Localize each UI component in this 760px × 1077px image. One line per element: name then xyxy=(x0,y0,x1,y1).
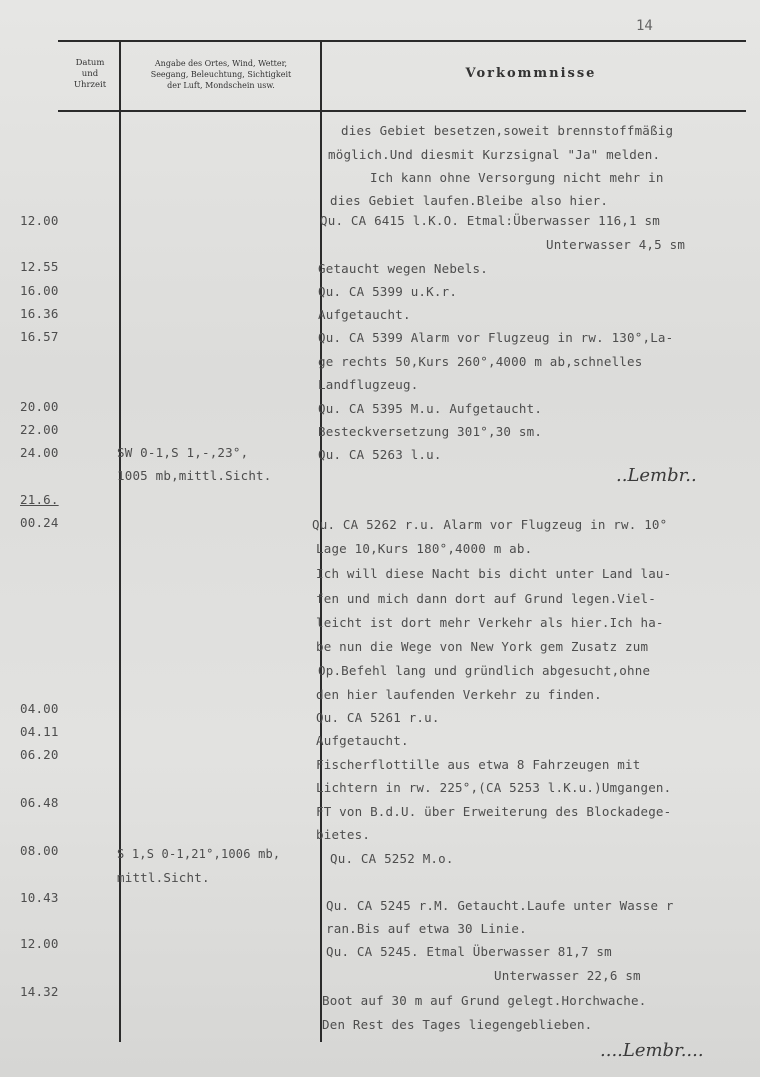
event-line: Unterwasser 22,6 sm xyxy=(494,968,641,983)
event-line: Qu. CA 5262 r.u. Alarm vor Flugzeug in rw. 10° xyxy=(312,517,668,532)
event-line: Qu. CA 5245. Etmal Überwasser 81,7 sm xyxy=(326,944,612,959)
event-line: den hier laufenden Verkehr zu finden. xyxy=(316,687,602,702)
event-line: bietes. xyxy=(316,827,371,842)
event-line: FT von B.d.U. über Erweiterung des Blockadege- xyxy=(316,804,672,819)
time-entry: 08.00 xyxy=(20,843,59,858)
time-entry: 16.57 xyxy=(20,329,59,344)
signature: ....Lembr.... xyxy=(600,1040,704,1061)
event-line: dies Gebiet besetzen,soweit brennstoffmäßig xyxy=(341,123,674,138)
weather-entry: mittl.Sicht. xyxy=(117,870,210,885)
event-line: Ich kann ohne Versorgung nicht mehr in xyxy=(370,170,664,185)
weather-entry: S 1,S 0-1,21°,1006 mb, xyxy=(117,847,281,861)
event-line: Qu. CA 5263 l.u. xyxy=(318,447,442,462)
event-line: Landflugzeug. xyxy=(318,377,419,392)
event-line: Qu. CA 5399 u.K.r. xyxy=(318,284,458,299)
event-line: Ich will diese Nacht bis dicht unter Land lau- xyxy=(316,566,672,581)
event-line: Besteckversetzung 301°,30 sm. xyxy=(318,424,543,439)
event-line: Unterwasser 4,5 sm xyxy=(546,237,686,252)
event-line: Qu. CA 5399 Alarm vor Flugzeug in rw. 130°,La- xyxy=(318,330,674,345)
event-line: ge rechts 50,Kurs 260°,4000 m ab,schnelles xyxy=(318,354,643,369)
time-entry: 04.00 xyxy=(20,701,59,716)
event-line: Aufgetaucht. xyxy=(316,733,409,748)
page-number: 14 xyxy=(636,18,653,34)
event-line: Lage 10,Kurs 180°,4000 m ab. xyxy=(316,541,533,556)
header-top-rule xyxy=(58,40,746,42)
time-entry: 06.48 xyxy=(20,795,59,810)
time-entry: 12.00 xyxy=(20,213,59,228)
header-location-weather: Angabe des Ortes, Wind, Wetter, Seegang, Beleuchtung, Sichtigkeit der Luft, Mondschein usw. xyxy=(150,59,292,90)
time-entry: 16.00 xyxy=(20,283,59,298)
event-line: leicht ist dort mehr Verkehr als hier.Ich ha- xyxy=(316,615,664,630)
event-line: Boot auf 30 m auf Grund gelegt.Horchwache. xyxy=(322,993,647,1008)
event-line: ran.Bis auf etwa 30 Linie. xyxy=(326,921,527,936)
time-entry: 00.24 xyxy=(20,515,59,530)
event-line: Qu. CA 5261 r.u. xyxy=(316,710,440,725)
event-line: Qu. CA 5245 r.M. Getaucht.Laufe unter Wasse r xyxy=(326,898,674,913)
event-line: fen und mich dann dort auf Grund legen.Viel- xyxy=(316,591,656,606)
event-line: dies Gebiet laufen.Bleibe also hier. xyxy=(330,193,609,208)
event-line: Fischerflottille aus etwa 8 Fahrzeugen mit xyxy=(316,757,641,772)
signature: ..Lembr.. xyxy=(616,465,697,486)
event-line: Lichtern in rw. 225°,(CA 5253 l.K.u.)Umgangen. xyxy=(316,780,672,795)
time-entry: 04.11 xyxy=(20,724,59,739)
event-line: Op.Befehl lang und gründlich abgesucht,ohne xyxy=(318,663,651,678)
date-entry: 21.6. xyxy=(20,492,59,507)
time-entry: 12.00 xyxy=(20,936,59,951)
time-entry: 10.43 xyxy=(20,890,59,905)
time-entry: 24.00 xyxy=(20,445,59,460)
event-line: be nun die Wege von New York gem Zusatz zum xyxy=(316,639,649,654)
event-line: Qu. CA 5395 M.u. Aufgetaucht. xyxy=(318,401,543,416)
time-entry: 16.36 xyxy=(20,306,59,321)
event-line: Qu. CA 5252 M.o. xyxy=(330,851,454,866)
time-entry: 12.55 xyxy=(20,259,59,274)
event-line: Getaucht wegen Nebels. xyxy=(318,261,488,276)
event-line: Aufgetaucht. xyxy=(318,307,411,322)
time-entry: 14.32 xyxy=(20,984,59,999)
column-divider-1 xyxy=(119,42,121,1042)
time-entry: 06.20 xyxy=(20,747,59,762)
time-entry: 22.00 xyxy=(20,422,59,437)
time-entry: 20.00 xyxy=(20,399,59,414)
header-events: Vorkommnisse xyxy=(465,66,597,81)
weather-entry: SW 0-1,S 1,-,23°, xyxy=(117,445,249,460)
header-bottom-rule xyxy=(58,110,746,112)
event-line: Den Rest des Tages liegengeblieben. xyxy=(322,1017,593,1032)
header-date-time: Datum und Uhrzeit xyxy=(73,58,107,90)
weather-entry: 1005 mb,mittl.Sicht. xyxy=(117,468,272,483)
event-line: Qu. CA 6415 l.K.O. Etmal:Überwasser 116,1 sm xyxy=(320,213,660,228)
event-line: möglich.Und diesmit Kurzsignal "Ja" melden. xyxy=(328,147,661,162)
